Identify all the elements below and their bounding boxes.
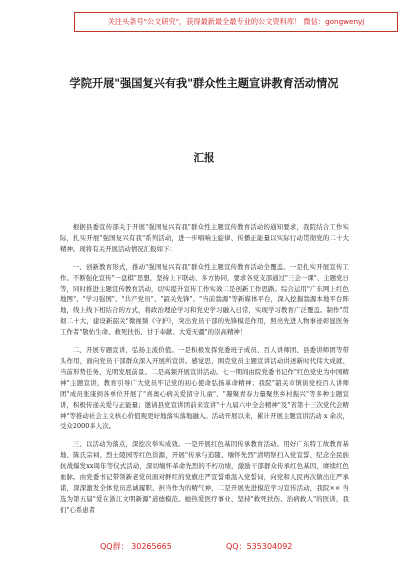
- paragraph-intro: 根据县委宣传部关于开展"强国复兴有我"群众性主题宣传教育活动的通知要求，我院结合工作实际，扎实开展"强国复兴有我"系列活动，进一步唱响主旋律、传播正能量以实际行动贯彻党的二十大精神。现将有关开展活动情况汇报如下：: [60, 223, 349, 253]
- qq-group-text: QQ群： 30265665: [100, 542, 172, 551]
- document-body: [60, 222, 349, 523]
- document-subtitle: 汇报: [193, 152, 215, 164]
- contact-footer: [100, 540, 320, 554]
- paragraph-section-2: 二、开展专题宣讲，弘扬主流价值。一是积极发挥党委班子成员、百人讲师团、县委讲师团等带头作用，面向党员干部群众深入开展所宣讲。感觉思，围克党员主题宣讲活动讲述新时代伟大成就、当前形势任务、光明发展前景。二是高频开展宣讲活动。七一期间由院党委书记作"红色党史为中国精神"主题宣讲，教育引导广大党员牢记党的初心使命弘扬革命精神；我院"韶关市镇街党校百人讲师团"成员张康到各单位开展了"喜奥心病关爱留守儿童"、"凝聚青春力量聚焦乡村振兴"等多种主题宣讲，积极传递关爱与正能量；邀请县党宣讲团前来宣讲"十九届六中全会精神"及"省第十三次党代会精神"等推动社会主义核心价值观更好地落实落地融入。活动开展以来，累计开展主题宣讲活动 x 余次，受众2000多人次。: [60, 346, 349, 431]
- paragraph-section-3: 三、以活动为落点，深挖次举实成效。一是开展红色基因传承教育活动。用好广东特工故教育基地、陈氏宗祠、烈士陵园等红色资源，开展"传承与追随、缅怀先烈"清明祭扫入党宣誓、纪念全民族抗战爆发xx周年等仪式活动，深切缅怀革命先烈的不朽功绩，激励干部群众传承红色基因，赓续红色血脉。由党委书记带领新老党员面对鲜红的党旗庄严宣誓重温入党誓词，向党和人民再次做出庄严承诺，深深激发全体党员忠诚履职、担当作为的精气神，二是开展先进模范学习宣传活动，我院×× 当选为第五届"爱在浙江文明新源"道德模范。她热爱医疗事业、坚持"救死扶伤、治病救人"的医训，我们"心系患者: [60, 440, 349, 514]
- promo-banner: 关注头条号"公文研究"，获得最新最全最专业的公文资料库！ 微信：gongwenyj: [74, 12, 398, 32]
- qq-contact-text: QQ：535304092: [226, 542, 293, 551]
- document-title: 学院开展"强国复兴有我"群众性主题宣讲教育活动情况: [69, 77, 339, 90]
- paragraph-section-1: 一、创新教育形式，推动"强国复兴有我"群众性主题宣传教育活动全覆盖。一是扎实开展宣传工作。不断强化宣传"一盘棋"思想，坚持上下联动、多方协同，要求各党支部通过"三会一课"、主题党日等，同时推进主题宣传教育活动，切实提升宣传工作实效二是创新工作思路。综合运用"广东网上红色地图"、"学习强国"、"共产党员"、"韶关先锋"、"当前翁源"等新媒体平台，深入挖掘翁源本地平台阵地，线上线下相结合的方式，将政治理论学习和党史学习融入日常，实现学习教育广泛覆盖。制作"贯彻二十大，建设新韶关"微视频《守护》，突出党员干部的先锋模范作用，照亮先进人物事迹彰显医务工作者"敬佑生命、救死扶伤、甘于奉献、大爱无疆"的崇高精神！: [60, 262, 349, 337]
